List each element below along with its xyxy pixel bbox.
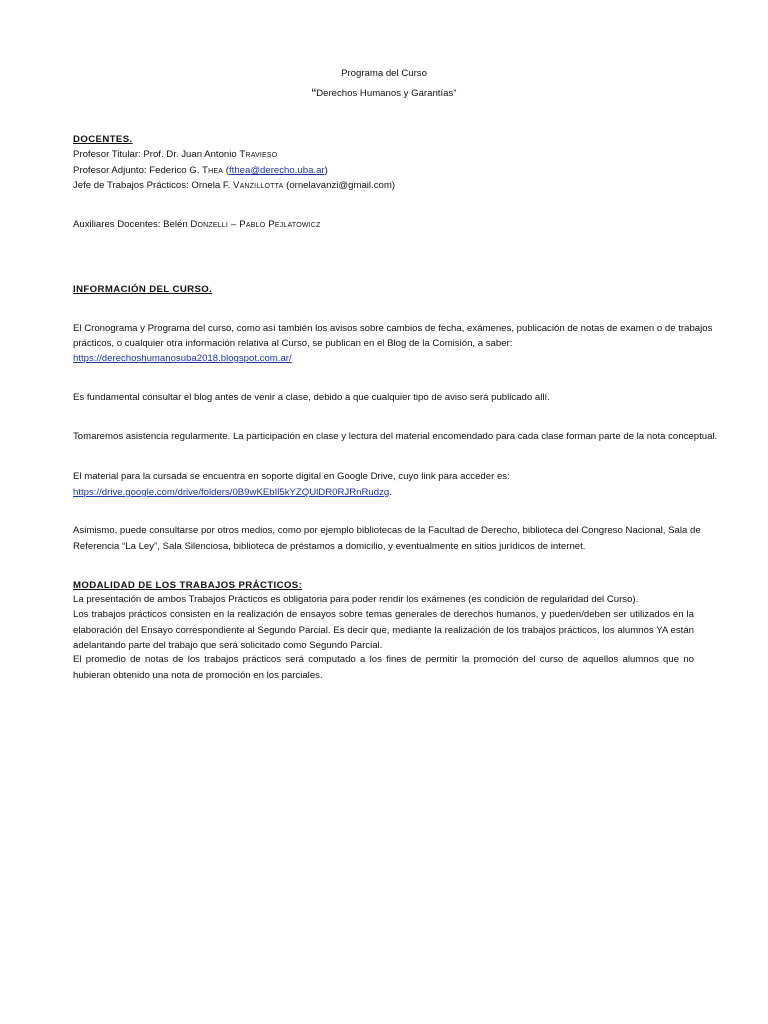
modalidad-heading: MODALIDAD DE LOS TRABAJOS PRÁCTICOS:	[73, 580, 303, 591]
consultar-blog-paragraph: Es fundamental consultar el blog antes de venir a clase, debido a que cualquier tipo de aviso será publicado allí.	[73, 392, 550, 403]
jefe-trabajos-email: (ornelavanzi@gmail.com)	[283, 180, 396, 191]
auxiliares-names: Donzelli – Pablo Pejlatowicz	[190, 219, 321, 230]
blog-link-line	[73, 351, 292, 367]
profesor-adjunto-email-link[interactable]: fthea@derecho.uba.ar	[228, 165, 325, 176]
asimismo-line-1: Asimismo, puede consultarse por otros medios, como por ejemplo bibliotecas de la Facultad de Derecho, biblioteca del Congreso Nacional, Sala de	[73, 525, 701, 536]
profesor-adjunto-line	[73, 163, 328, 179]
open-quote: “	[311, 85, 317, 101]
drive-link[interactable]: https://drive.google.com/drive/folders/0B9wKEbIl5kYZQUlDR0RJRnRudzg	[73, 487, 390, 498]
profesor-titular-surname: Travieso	[239, 149, 278, 160]
jefe-trabajos-label: Jefe de Trabajos Prácticos: Ornela F.	[73, 180, 233, 191]
profesor-adjunto-surname: Thea	[202, 165, 224, 176]
informacion-heading: INFORMACIÓN DEL CURSO.	[73, 284, 213, 295]
course-name	[0, 86, 768, 102]
docentes-heading: DOCENTES.	[73, 134, 133, 145]
auxiliares-line	[73, 217, 321, 233]
presentacion-line: La presentación de ambos Trabajos Prácticos es obligatoria para poder rendir los exámenes (es condición de regularidad del Curso).	[73, 594, 639, 605]
jefe-trabajos-line	[73, 178, 395, 194]
blog-link[interactable]: https://derechoshumanosuba2018.blogspot.com.ar/	[73, 353, 292, 364]
material-line: El material para la cursada se encuentra en soporte digital en Google Drive, cuyo link para acceder es:	[73, 471, 510, 482]
course-name-text: Derechos Humanos y Garantías	[316, 88, 454, 99]
asimismo-line-2: Referencia “La Ley”, Sala Silenciosa, biblioteca de préstamos a domicilio, y eventualmente en sitios jurídicos de internet.	[73, 541, 586, 552]
close-quote: ”	[453, 88, 457, 99]
profesor-titular-label: Profesor Titular: Prof. Dr. Juan Antonio	[73, 149, 240, 160]
drive-link-period: .	[389, 487, 392, 498]
cronograma-line-2: prácticos, o cualquier otra información relativa al Curso, se publican en el Blog de la Comisión, a saber:	[73, 338, 513, 349]
trabajos-practicos-paragraph: Los trabajos prácticos consisten en la realización de ensayos sobre temas generales de derechos humanos, y pueden/deben ser utilizados en la elaboración del Ensayo correspondiente al Segundo Parcial. Es decir que, mediante la realización de los trabajos prácticos, los alumnos YA están adelantando parte del trabajo que será solicitado como Segundo Parcial.	[73, 609, 694, 651]
profesor-titular-line	[73, 147, 277, 163]
drive-link-line	[73, 485, 392, 501]
profesor-adjunto-paren-close: )	[324, 165, 328, 176]
cronograma-line-1: El Cronograma y Programa del curso, como así también los avisos sobre cambios de fecha, exámenes, publicación de notas de examen o de trabajos	[73, 323, 713, 334]
jefe-trabajos-surname: Vanzillotta	[232, 180, 284, 191]
auxiliares-label: Auxiliares Docentes: Belén	[73, 219, 191, 230]
profesor-adjunto-paren-open: (	[223, 165, 229, 176]
promedio-paragraph: El promedio de notas de los trabajos prácticos será computado a los fines de permitir la promoción del curso de aquellos alumnos que no hubieran obtenido una nota de promoción en los parciales.	[73, 654, 694, 681]
profesor-adjunto-label: Profesor Adjunto: Federico G.	[73, 165, 203, 176]
document-title: Programa del Curso	[341, 68, 427, 79]
asistencia-paragraph: Tomaremos asistencia regularmente. La participación en clase y lectura del material encomendado para cada clase forman parte de la nota conceptual.	[73, 431, 718, 442]
